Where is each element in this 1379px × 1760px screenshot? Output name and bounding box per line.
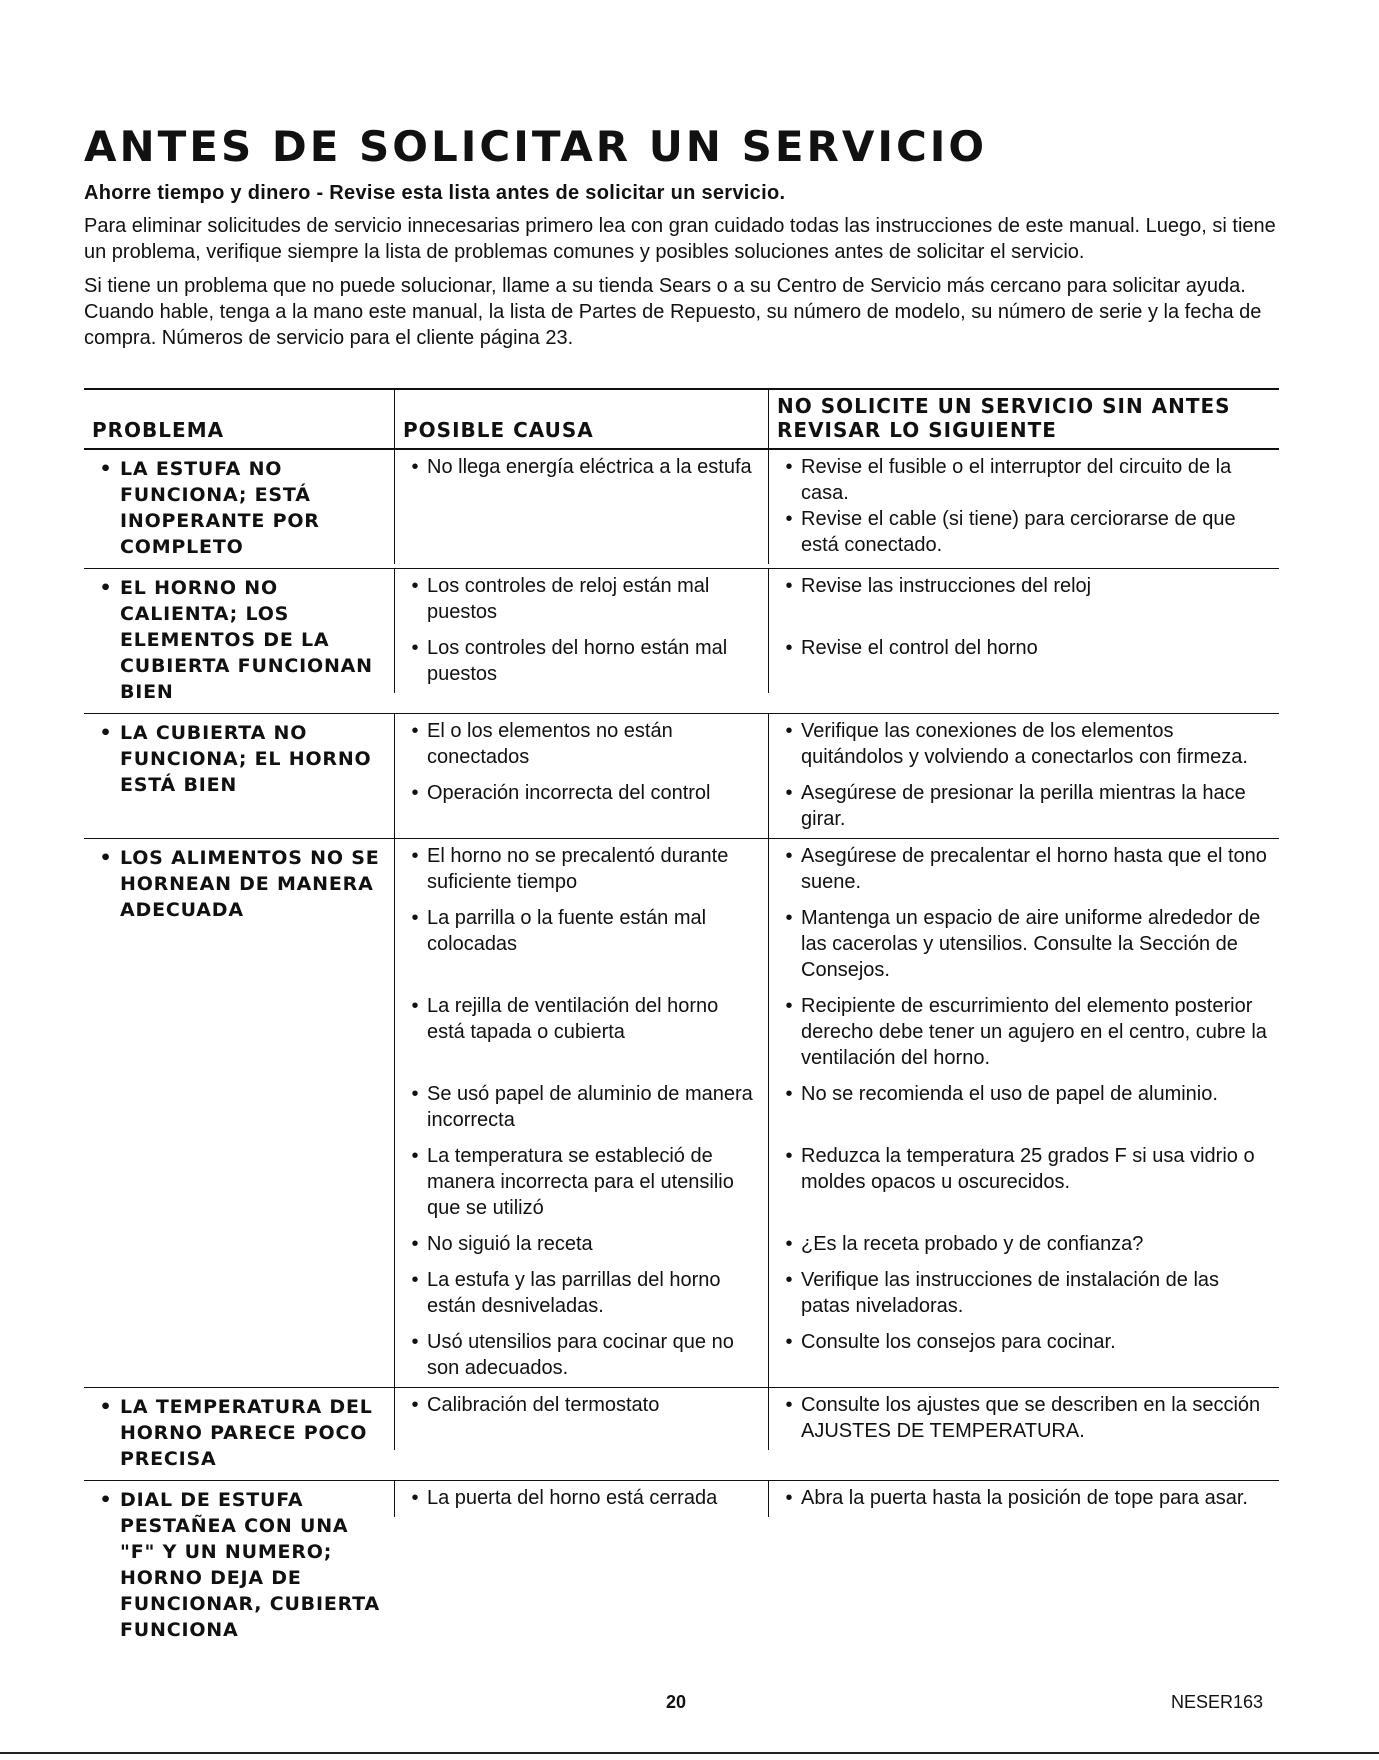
bullet-item	[777, 506, 1271, 558]
problem-cell	[84, 450, 394, 568]
cause-cell	[394, 1263, 768, 1325]
cause-check-pair	[394, 839, 1279, 901]
table-row	[84, 714, 1279, 839]
cause-check-pair	[394, 1325, 1279, 1387]
bullet-item	[403, 1329, 760, 1381]
problem-text: DIAL DE ESTUFA PESTAÑEA CON UNA "F" Y UN NUMERO; HORNO DEJA DE FUNCIONAR, CUBIERTA FUNCIONA	[120, 1489, 380, 1641]
document-code: NESER163	[1171, 1692, 1264, 1712]
check-text: Revise el control del horno	[801, 637, 1038, 659]
bullet-item	[403, 905, 760, 957]
bullet-item	[777, 1485, 1271, 1511]
bullet: •	[785, 995, 793, 1017]
bullet-item	[403, 635, 760, 687]
check-text: Revise el fusible o el interruptor del circuito de la casa.	[801, 456, 1232, 504]
cause-cell	[394, 1481, 768, 1517]
cause-text: El horno no se precalentó durante suficiente tiempo	[427, 845, 729, 893]
check-text: Recipiente de escurrimiento del elemento posterior derecho debe tener un agujero en el centro, cubre la ventilación del horno.	[801, 995, 1267, 1069]
bullet: •	[411, 995, 419, 1017]
table-body	[84, 450, 1279, 1651]
check-cell	[768, 450, 1279, 564]
cause-check-pair	[394, 631, 1279, 693]
bullet-item	[403, 843, 760, 895]
bullet: •	[785, 637, 793, 659]
bullet-item	[777, 1143, 1271, 1195]
bullet-item	[403, 1267, 760, 1319]
bullet-item	[403, 1081, 760, 1133]
check-text: No se recomienda el uso de papel de aluminio.	[801, 1083, 1218, 1105]
cause-check-pair	[394, 1388, 1279, 1450]
bullet-item	[403, 573, 760, 625]
problem-text: LOS ALIMENTOS NO SE HORNEAN DE MANERA ADECUADA	[120, 847, 380, 921]
problem-text: LA CUBIERTA NO FUNCIONA; EL HORNO ESTÁ BIEN	[120, 722, 372, 796]
check-text: Mantenga un espacio de aire uniforme alrededor de las cacerolas y utensilios. Consulte la Sección de Consejos.	[801, 907, 1261, 981]
bullet: •	[411, 575, 419, 597]
bullet: •	[785, 508, 793, 530]
bullet-item	[777, 993, 1271, 1071]
check-cell	[768, 1263, 1279, 1325]
bullet: •	[785, 575, 793, 597]
cause-cell	[394, 714, 768, 776]
page-bottom-rule	[0, 1752, 1379, 1754]
check-cell	[768, 714, 1279, 776]
cause-check-pair	[394, 569, 1279, 631]
bullet-item	[777, 1267, 1271, 1319]
bullet: •	[411, 637, 419, 659]
problem-text: LA ESTUFA NO FUNCIONA; ESTÁ INOPERANTE POR COMPLETO	[120, 458, 320, 558]
bullet: •	[411, 1269, 419, 1291]
bullet-item	[403, 1143, 760, 1221]
bullet-item	[777, 573, 1271, 599]
check-text: Revise las instrucciones del reloj	[801, 575, 1092, 597]
table-row	[84, 569, 1279, 714]
cause-cell	[394, 1388, 768, 1450]
bullet: •	[785, 1083, 793, 1105]
bullet: •	[785, 1269, 793, 1291]
bullet-item	[777, 843, 1271, 895]
problem-text: LA TEMPERATURA DEL HORNO PARECE POCO PRECISA	[120, 1396, 373, 1470]
problem-cell	[84, 714, 394, 838]
cause-check-pair	[394, 776, 1279, 838]
check-text: Consulte los consejos para cocinar.	[801, 1331, 1116, 1353]
cause-text: Los controles de reloj están mal puestos	[427, 575, 710, 623]
cause-text: Calibración del termostato	[427, 1394, 660, 1416]
bullet: •	[99, 847, 113, 869]
cause-check-group	[394, 450, 1279, 568]
cause-text: Usó utensilios para cocinar que no son adecuados.	[427, 1331, 734, 1379]
cause-cell	[394, 1325, 768, 1387]
cause-check-pair	[394, 1227, 1279, 1263]
table-row	[84, 1481, 1279, 1651]
cause-check-group	[394, 839, 1279, 1387]
bullet: •	[785, 1233, 793, 1255]
check-cell	[768, 901, 1279, 989]
header-problem: PROBLEMA	[92, 418, 225, 442]
check-cell	[768, 839, 1279, 901]
bullet-item	[777, 1392, 1271, 1444]
cause-cell	[394, 1227, 768, 1263]
problem-cell	[84, 569, 394, 713]
cause-cell	[394, 569, 768, 631]
bullet-item	[777, 635, 1271, 661]
table-row	[84, 450, 1279, 569]
cause-check-pair	[394, 901, 1279, 989]
cause-check-group	[394, 1481, 1279, 1651]
bullet-item	[777, 454, 1271, 506]
check-text: Abra la puerta hasta la posición de tope para asar.	[801, 1487, 1248, 1509]
bullet: •	[99, 1489, 113, 1511]
bullet-item	[403, 1392, 760, 1418]
bullet: •	[785, 907, 793, 929]
bullet-item	[777, 718, 1271, 770]
check-cell	[768, 1227, 1279, 1263]
bullet-item	[403, 718, 760, 770]
bullet: •	[785, 845, 793, 867]
bullet: •	[411, 1145, 419, 1167]
bullet: •	[785, 1145, 793, 1167]
check-cell	[768, 1481, 1279, 1517]
bullet: •	[785, 782, 793, 804]
cause-cell	[394, 776, 768, 838]
intro-section	[84, 122, 1279, 359]
bullet: •	[99, 1396, 113, 1418]
cause-text: No llega energía eléctrica a la estufa	[427, 456, 752, 478]
bullet-item	[777, 1231, 1271, 1257]
problem-cell	[84, 839, 394, 1387]
bullet: •	[411, 907, 419, 929]
bullet-item	[777, 905, 1271, 983]
bullet: •	[785, 1487, 793, 1509]
table-row	[84, 1388, 1279, 1481]
check-text: Asegúrese de precalentar el horno hasta que el tono suene.	[801, 845, 1267, 893]
cause-check-pair	[394, 1481, 1279, 1517]
cause-cell	[394, 839, 768, 901]
cause-check-pair	[394, 450, 1279, 564]
check-text: ¿Es la receta probado y de confianza?	[801, 1233, 1144, 1255]
bullet: •	[411, 456, 419, 478]
problem-cell	[84, 1481, 394, 1651]
bullet-item	[777, 780, 1271, 832]
cause-cell	[394, 1139, 768, 1227]
cause-check-pair	[394, 1077, 1279, 1139]
cause-cell	[394, 1077, 768, 1139]
problem-cell	[84, 1388, 394, 1480]
bullet-item	[403, 1231, 760, 1257]
header-check: NO SOLICITE UN SERVICIO SIN ANTES REVISAR LO SIGUIENTE	[768, 390, 1279, 448]
bullet-item	[403, 454, 760, 480]
bullet: •	[99, 458, 113, 480]
table-header	[84, 390, 1279, 450]
check-cell	[768, 1325, 1279, 1387]
bullet: •	[411, 782, 419, 804]
cause-text: Operación incorrecta del control	[427, 782, 711, 804]
bullet-item	[403, 780, 760, 806]
cause-cell	[394, 450, 768, 564]
page-number: 20	[666, 1692, 687, 1712]
bullet: •	[411, 720, 419, 742]
bullet-item	[777, 1329, 1271, 1355]
check-text: Revise el cable (si tiene) para cerciorarse de que está conectado.	[801, 508, 1236, 556]
bullet: •	[411, 1083, 419, 1105]
check-text: Verifique las conexiones de los elementos quitándolos y volviendo a conectarlos con firmeza.	[801, 720, 1248, 768]
check-cell	[768, 1388, 1279, 1450]
bullet-item	[777, 1081, 1271, 1107]
bullet: •	[411, 845, 419, 867]
check-text: Verifique las instrucciones de instalación de las patas niveladoras.	[801, 1269, 1220, 1317]
cause-text: El o los elementos no están conectados	[427, 720, 673, 768]
bullet: •	[411, 1394, 419, 1416]
check-text: Asegúrese de presionar la perilla mientras la hace girar.	[801, 782, 1246, 830]
cause-check-pair	[394, 1139, 1279, 1227]
check-text: Reduzca la temperatura 25 grados F si usa vidrio o moldes opacos u oscurecidos.	[801, 1145, 1255, 1193]
cause-check-group	[394, 1388, 1279, 1480]
cause-cell	[394, 631, 768, 693]
check-text: Consulte los ajustes que se describen en la sección AJUSTES DE TEMPERATURA.	[801, 1394, 1261, 1442]
table-row	[84, 839, 1279, 1388]
cause-text: La puerta del horno está cerrada	[427, 1487, 718, 1509]
bullet: •	[411, 1331, 419, 1353]
intro-paragraph-1: Para eliminar solicitudes de servicio innecesarias primero lea con gran cuidado todas las instrucciones de este manual. Luego, si tiene un problema, verifique siempre la lista de problemas comunes y posibles soluciones antes de solicitar el servicio.	[84, 215, 1276, 263]
bullet: •	[411, 1487, 419, 1509]
check-cell	[768, 1139, 1279, 1227]
troubleshooting-table	[84, 388, 1279, 1651]
bullet: •	[785, 1394, 793, 1416]
cause-check-group	[394, 714, 1279, 838]
check-cell	[768, 1077, 1279, 1139]
check-cell	[768, 989, 1279, 1077]
cause-check-pair	[394, 1263, 1279, 1325]
bullet: •	[411, 1233, 419, 1255]
page-title: ANTES DE SOLICITAR UN SERVICIO	[84, 122, 988, 171]
check-cell	[768, 776, 1279, 838]
bullet: •	[785, 720, 793, 742]
cause-text: La estufa y las parrillas del horno están desniveladas.	[427, 1269, 721, 1317]
cause-text: Se usó papel de aluminio de manera incorrecta	[427, 1083, 753, 1131]
bullet-item	[403, 1485, 760, 1511]
check-cell	[768, 631, 1279, 693]
header-cause: POSIBLE CAUSA	[394, 390, 768, 448]
intro-paragraph-2: Si tiene un problema que no puede solucionar, llame a su tienda Sears o a su Centro de Servicio más cercano para solicitar ayuda. Cuando hable, tenga a la mano este manual, la lista de Partes de Repuesto, su número de modelo, su número de serie y la fecha de compra. Números de servicio para el cliente página 23.	[84, 275, 1262, 349]
cause-check-group	[394, 569, 1279, 713]
bullet: •	[785, 1331, 793, 1353]
check-cell	[768, 569, 1279, 631]
cause-cell	[394, 901, 768, 989]
cause-text: No siguió la receta	[427, 1233, 593, 1255]
cause-text: La parrilla o la fuente están mal colocadas	[427, 907, 707, 955]
cause-check-pair	[394, 989, 1279, 1077]
cause-check-pair	[394, 714, 1279, 776]
bullet-item	[403, 993, 760, 1045]
page-subtitle: Ahorre tiempo y dinero - Revise esta lista antes de solicitar un servicio.	[84, 182, 786, 204]
cause-cell	[394, 989, 768, 1077]
problem-text: EL HORNO NO CALIENTA; LOS ELEMENTOS DE LA CUBIERTA FUNCIONAN BIEN	[120, 577, 373, 703]
bullet: •	[99, 722, 113, 744]
bullet: •	[99, 577, 113, 599]
cause-text: La temperatura se estableció de manera incorrecta para el utensilio que se utilizó	[427, 1145, 734, 1219]
cause-text: Los controles del horno están mal puestos	[427, 637, 728, 685]
bullet: •	[785, 456, 793, 478]
cause-text: La rejilla de ventilación del horno está tapada o cubierta	[427, 995, 719, 1043]
